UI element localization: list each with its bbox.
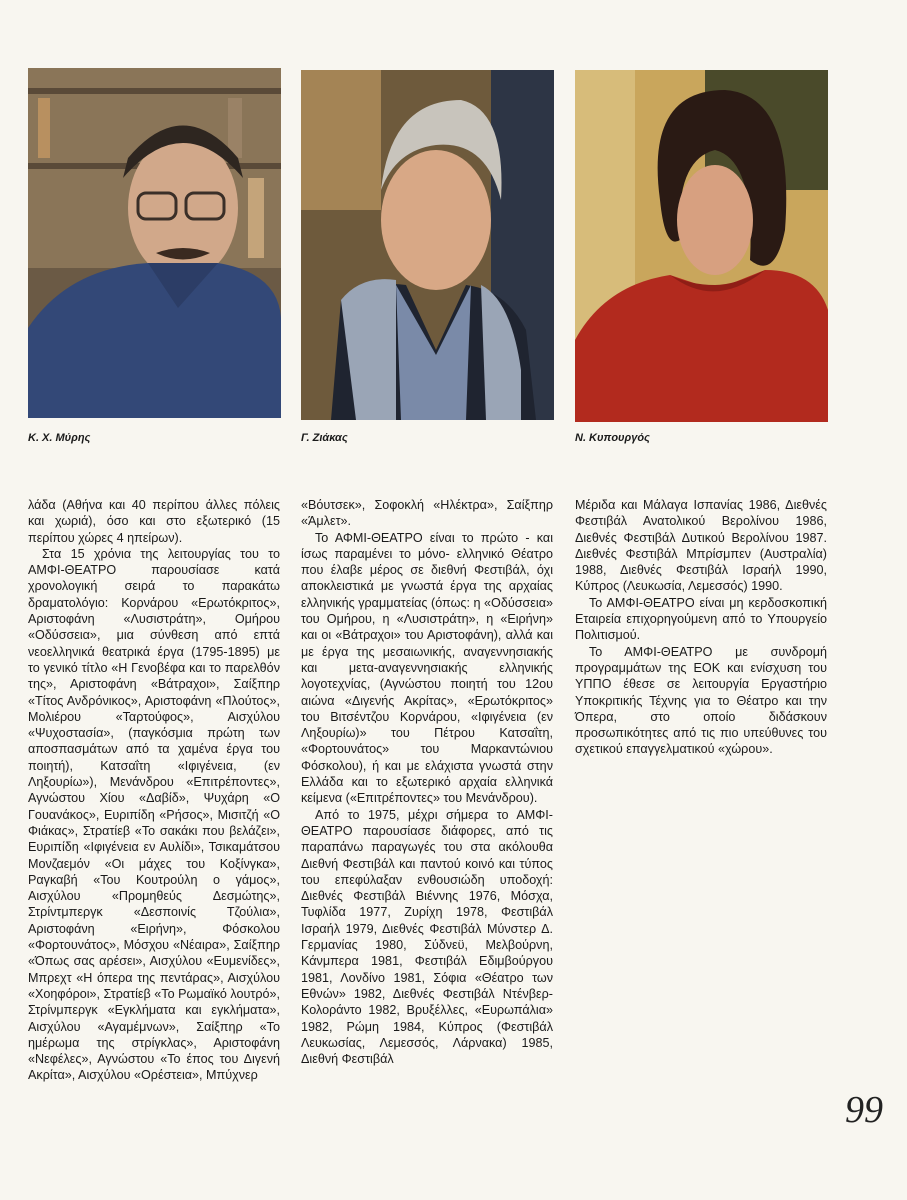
caption-left: Κ. Χ. Μύρης: [28, 432, 91, 444]
photo-right-portrait: [575, 70, 828, 422]
paragraph: Μέριδα και Μάλαγα Ισπανίας 1986, Διεθνές Φεστιβάλ Ανατολικού Βερολίνου 1986, Διεθνές Φεστιβάλ Δυτικού Βερολίνου 1987. Διεθνές Φεστιβάλ Μπρίσμπεν (Αυστραλία) 1988, Διεθνές Φεστιβάλ Ισραήλ 1990, Κύπρος (Λευκωσία, Λεμεσσός) 1990.: [575, 498, 827, 594]
text-column-3: [575, 497, 827, 758]
caption-right: Ν. Κυπουργός: [575, 432, 650, 444]
paragraph: Από το 1975, μέχρι σήμερα το ΑΜΦΙ-ΘΕΑΤΡΟ παρουσίασε διάφορες, από τις παραπάνω παραγωγές του στα ακόλουθα Διεθνή Φεστιβάλ και παντού κοινό και τύπος του επεφύλαξαν ενθουσιώδη υποδοχή: Διεθνές Φεστιβάλ Βιέννης 1976, Μόσχα, Τυφλίδα 1977, Ζυρίχη 1978, Φεστιβάλ Ισραήλ 1979, Διεθνές Φεστιβάλ Μύνστερ Δ. Γερμανίας 1980, Σύδνεϋ, Μελβούρνη, Κάνμπερα 1981, Φεστιβάλ Εδιμβούργου 1981, Λονδίνο 1981, Σόφια «Θέατρο των Εθνών» 1982, Διεθνές Φεστιβάλ Ντένβερ-Κολοράντο 1982, Βρυξέλλες, «Ευρωπάλια» 1982, Ρώμη 1984, Κύπρος (Φεστιβάλ Λευκωσίας, Λεμεσσός, Λάρνακα) 1985, Διεθνή Φεστιβάλ: [301, 807, 553, 1067]
text-column-2: [301, 497, 553, 1067]
photo-left-portrait: [28, 68, 281, 418]
paragraph: Το ΑΜΦΙ-ΘΕΑΤΡΟ είναι μη κερδοσκοπική Εταιρεία επιχορηγούμενη από το Υπουργείο Πολιτισμού.: [575, 595, 827, 643]
paragraph: λάδα (Αθήνα και 40 περίπου άλλες πόλεις και χωριά), όσο και στο εξωτερικό (15 περίπου χώρες 4 ηπείρων).: [28, 498, 280, 545]
text-column-1: [28, 497, 280, 1084]
paragraph: Το ΑΦΜΙ-ΘΕΑΤΡΟ είναι το πρώτο - και ίσως παραμένει το μόνο- ελληνικό Θέατρο που έλαβε μέρος σε διεθνή Φεστιβάλ, όχι αποκλειστικά με γνωστά έργα της αρχαίας ελληνικής γραμματείας (όπως: η «Οδύσσεια» του Ομήρου, η «Λυσιστράτη», η «Ειρήνη» και οι «Βάτραχοι» του Αριστοφάνη), αλλά και με έργα της μεσαιωνικής, αναγεννησιακής και μετα-αναγεννησιακής ελληνικής λογοτεχνίας, (Αγνώστου ποιητή του 12ου αιώνα «Διγενής Ακρίτας», «Ερωτόκριτος» του Βιτσέντζου Κορνάρου, «Ιφιγένεια (εν Ληξουρίω)» του Πέτρου Κατσαΐτη, «Φορτουνάτος» του Μαρκαντώνιου Φόσκολου), ή και με ελάχιστα γνωστά στην Ελλάδα και το εξωτερικό αρχαία ελληνικά κείμενα («Επιτρέποντες» του Μενάνδρου).: [301, 530, 553, 806]
caption-middle: Γ. Ζιάκας: [301, 432, 348, 444]
paragraph: Το ΑΜΦΙ-ΘΕΑΤΡΟ με συνδρομή προγραμμάτων της ΕΟΚ και ενίσχυση του ΥΠΠΟ έθεσε σε λειτουργία Εργαστήριο Υποκριτικής Τέχνης για το Θέατρο και την Όπερα, στο οποίο διδάσκουν προσωπικότητες από τις πιο υπεύθυνες του σχετικού επαγγελματικού «χώρου».: [575, 644, 827, 757]
page-number: 99: [845, 1089, 883, 1131]
paragraph: Στα 15 χρόνια της λειτουργίας του το ΑΜΦΙ-ΘΕΑΤΡΟ παρουσίασε κατά χρονολογική σειρά το παρακάτω δραματολόγιο: Κορνάρου «Ερωτόκριτος», Αριστοφάνη «Λυσιστράτη», Ομήρου «Οδύσσεια», μια σύνθεση από επτά νεοελληνικά θεατρικά έργα (1795-1895) με το γενικό τίτλο «Η Γενοβέφα και το παρελθόν της», Αριστοφάνη «Βάτραχοι», Σαίξπηρ «Τίτος Ανδρόνικος», Αριστοφάνη «Πλούτος», Μολιέρου «Ταρτούφος», Αισχύλου «Ψυχοστασία», (παγκόσμια πρώτη των αποσπασμάτων από τα χαμένα έργα του ποιητή), Κατσαΐτη «Ιφιγένεια, (εν Ληξουρίω»), Μενάνδρου «Επιτρέποντες», Αγνώστου Χίου «Δαβίδ», Ψυχάρη «Ο Γουανάκος», Ευριπίδη «Ρήσος», Μισιτζή «Ο Φιάκας», Στρατίεβ «Το σακάκι που βελάζει», Ευριπίδη «Ιφιγένεια εν Αυλίδι», Τσικαμάτσου Μονζαεμόν «Οι μάχες του Κοξίνγκα», Ραγκαβή «Του Κουτρούλη ο γάμος», Αισχύλου «Προμηθεύς Δεσμώτης», Στρίντμπεργκ «Δεσποινίς Τζούλια», Αριστοφάνη «Ειρήνη», Φόσκολου «Φορτουνάτος», Μόσχου «Νέαιρα», Σαίξπηρ «Όπως σας αρέσει», Αισχύλου «Ευμενίδες», Μπρεχτ «Η όπερα της πεντάρας», Αισχύλου «Χοηφόροι», Στρατίεβ «Το Ρωμαϊκό λουτρό», Στρίνμπεργκ «Εγκλήματα και εγκλήματα», Αισχύλου «Αγαμέμνων», Σαίξπηρ «Το ημέρωμα της στρίγκλας», Αριστοφάνη «Νεφέλες», Αγνώστου «Το έπος του Διγενή Ακρίτα», Αισχύλου «Ορέστεια», Μπύχνερ: [28, 546, 280, 1083]
photo-middle-portrait: [301, 70, 554, 420]
paragraph: «Βόυτσεκ», Σοφοκλή «Ηλέκτρα», Σαίξπηρ «Άμλετ».: [301, 498, 553, 529]
